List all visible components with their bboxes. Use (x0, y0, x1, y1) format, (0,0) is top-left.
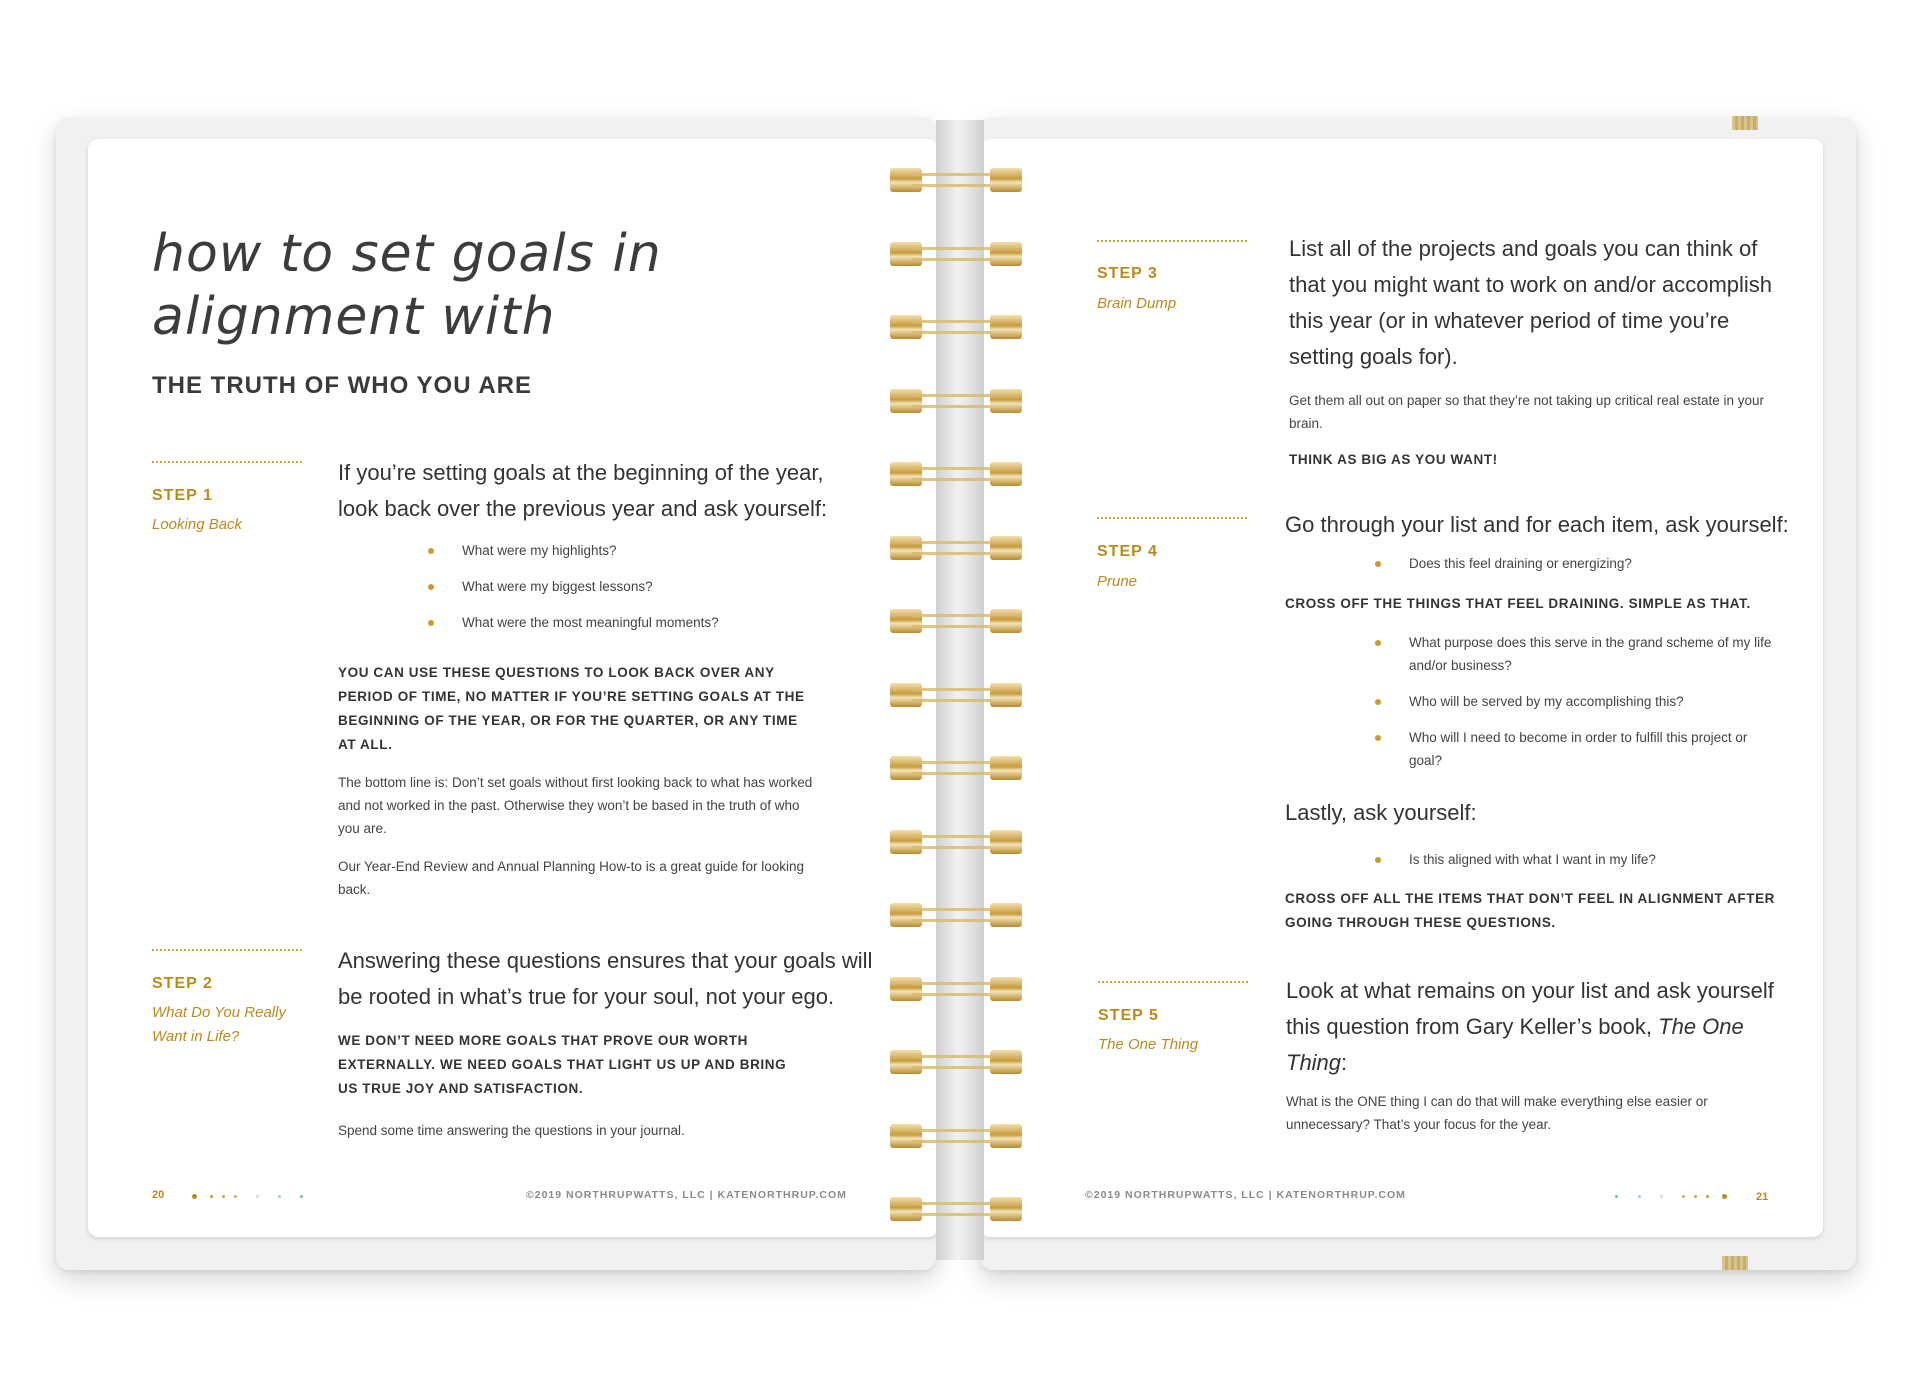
step-1-label: STEP 1 (152, 487, 213, 504)
page-title-line-2: alignment with (152, 287, 556, 347)
step-5-body: What is the ONE thing I can do that will make everything else easier or unnecessary? That’s your focus for the year. (1286, 1094, 1708, 1132)
step-4-divider (1097, 517, 1247, 519)
step-4-bullet-list (1375, 631, 1775, 785)
page-number-left: 20 (152, 1189, 165, 1201)
step-4-lead: Go through your list and for each item, ask yourself: (1285, 512, 1789, 537)
step-2-name-line-1: What Do You Really (152, 1004, 286, 1021)
step-4-bullet-c (1375, 848, 1775, 884)
step-5-label: STEP 5 (1098, 1007, 1159, 1024)
spine (936, 120, 984, 1260)
step-5-divider (1098, 981, 1248, 983)
step-5-lead-end: : (1341, 1050, 1348, 1075)
list-item (1375, 690, 1775, 713)
bookmark-ribbon-top (1732, 116, 1758, 130)
bullet-dot-icon (1375, 699, 1381, 705)
bullet-text: What were my biggest lessons? (462, 579, 653, 594)
step-3-label: STEP 3 (1097, 265, 1158, 282)
bullet-text: What were my highlights? (462, 543, 617, 558)
step-5-name: The One Thing (1098, 1036, 1199, 1053)
step-2-body: Spend some time answering the questions in your journal. (338, 1123, 685, 1138)
step-3-lead: List all of the projects and goals you can think of that you might want to work on and/or accomplish this year (or in whatever period of time you’re setting goals for). (1289, 236, 1773, 369)
list-item (428, 611, 808, 634)
page-title-line-1: how to set goals in (152, 224, 662, 284)
bullet-dot-icon (428, 620, 434, 626)
bullet-dot-icon (1375, 857, 1381, 863)
step-1-lead: If you’re setting goals at the beginning of the year, look back over the previous year and ask yourself: (338, 460, 828, 521)
list-item (1375, 631, 1775, 677)
page-number-right: 21 (1756, 1191, 1769, 1203)
step-4-name: Prune (1097, 573, 1138, 590)
bullet-dot-icon (428, 548, 434, 554)
book-title: The One Thing (1286, 1014, 1744, 1075)
step-2-lead: Answering these questions ensures that your goals will be rooted in what’s true for your soul, not your ego. (338, 948, 873, 1009)
step-2-divider (152, 949, 302, 951)
list-item (428, 539, 808, 562)
step-3-name: Brain Dump (1097, 295, 1177, 312)
list-item (1375, 552, 1775, 575)
list-item (428, 575, 808, 598)
bullet-text: What purpose does this serve in the grand scheme of my life and/or business? (1409, 635, 1772, 673)
step-3-body: Get them all out on paper so that they’re not taking up critical real estate in your brain. (1289, 393, 1765, 431)
step-3-callout: THINK AS BIG AS YOU WANT! (1289, 452, 1498, 467)
bullet-dot-icon (1375, 735, 1381, 741)
step-5-lead (1286, 973, 1786, 1081)
step-2-label: STEP 2 (152, 975, 213, 992)
footer-copyright-left: ©2019 NORTHRUPWATTS, LLC | KATENORTHRUP.COM (526, 1189, 847, 1201)
step-1-callout: YOU CAN USE THESE QUESTIONS TO LOOK BACK OVER ANY PERIOD OF TIME, NO MATTER IF YOU’RE SETTING GOALS AT THE BEGINNING OF THE YEAR, OR FOR THE QUARTER, OR ANY TIME AT ALL. (338, 665, 805, 752)
step-4-lead-2: Lastly, ask yourself: (1285, 800, 1477, 825)
bullet-dot-icon (1375, 561, 1381, 567)
step-1-bullet-list (428, 539, 808, 647)
step-1-divider (152, 461, 302, 463)
step-2-name-line-2: Want in Life? (152, 1028, 240, 1045)
page-subtitle: THE TRUTH OF WHO YOU ARE (152, 372, 532, 399)
step-4-callout-2: CROSS OFF ALL THE ITEMS THAT DON’T FEEL IN ALIGNMENT AFTER GOING THROUGH THESE QUESTIONS. (1285, 891, 1776, 930)
step-3-divider (1097, 240, 1247, 242)
list-item (1375, 848, 1775, 871)
step-1-body-1: The bottom line is: Don’t set goals without first looking back to what has worked and not worked in the past. Otherwise they won’t be based in the truth of who you are. (338, 775, 813, 836)
footer-copyright-right: ©2019 NORTHRUPWATTS, LLC | KATENORTHRUP.COM (1085, 1189, 1406, 1201)
bullet-dot-icon (428, 584, 434, 590)
bullet-text: Who will I need to become in order to fulfill this project or goal? (1409, 730, 1748, 768)
step-4-label: STEP 4 (1097, 543, 1158, 560)
right-page (980, 139, 1823, 1237)
list-item (1375, 726, 1775, 772)
step-5-lead-text: Look at what remains on your list and ask yourself this question from Gary Keller’s book, (1286, 978, 1774, 1039)
bullet-text: What were the most meaningful moments? (462, 615, 719, 630)
bullet-text: Is this aligned with what I want in my life? (1409, 852, 1656, 867)
bullet-text: Does this feel draining or energizing? (1409, 556, 1632, 571)
step-1-name: Looking Back (152, 516, 243, 533)
step-4-bullet-a (1375, 552, 1775, 588)
bullet-text: Who will be served by my accomplishing this? (1409, 694, 1684, 709)
step-2-callout: WE DON’T NEED MORE GOALS THAT PROVE OUR WORTH EXTERNALLY. WE NEED GOALS THAT LIGHT US UP AND BRING US TRUE JOY AND SATISFACTION. (338, 1033, 787, 1096)
step-4-callout-1: CROSS OFF THE THINGS THAT FEEL DRAINING. SIMPLE AS THAT. (1285, 596, 1751, 611)
bookmark-ribbon-bottom (1722, 1256, 1748, 1270)
step-1-body-2: Our Year-End Review and Annual Planning How-to is a great guide for looking back. (338, 859, 805, 897)
bullet-dot-icon (1375, 640, 1381, 646)
left-page (88, 139, 938, 1237)
